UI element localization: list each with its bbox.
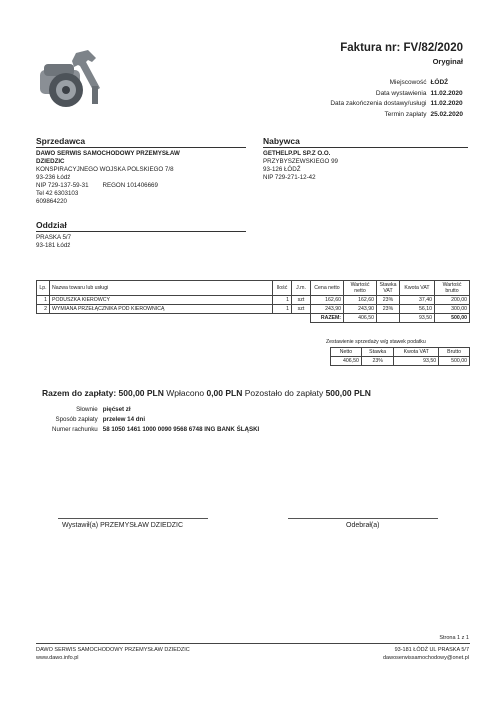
cell-net: 162,60 [344,296,377,305]
cell-price: 243,90 [311,305,344,314]
issuer-name: PRZEMYSŁAW DZIEDZIC [100,522,184,529]
cell-net: 243,90 [344,305,377,314]
summary-header-row [331,348,470,357]
buyer-name: GETHELP.PL SP.Z O.O. [263,150,331,157]
issuer-signature [62,522,183,529]
items-table [36,280,470,323]
detail-row [52,425,259,435]
cell-unit: szt [292,296,311,305]
detail-row [52,415,259,425]
seller-name: DAWO SERWIS SAMOCHODOWY PRZEMYSŁAW [36,150,180,157]
buyer-city: 93-126 ŁÓDŹ [263,166,301,173]
col-header: Cena netto [311,281,344,296]
summary-net: 406,50 [331,357,362,366]
detail-value: przelew 14 dni [102,416,146,423]
meta-value: 11.02.2020 [430,89,463,97]
col-header: Netto [331,348,362,357]
cell-lp: 1 [37,296,50,305]
page-number: Strona 1 z 1 [439,635,469,641]
footer-divider [36,643,470,644]
cell-rate: 23% [377,305,400,314]
payment-details [52,405,259,435]
buyer-address: PRZYBYSZEWSKIEGO 99 [263,158,338,165]
seller-heading: Sprzedawca [36,136,246,148]
receiver-label: Odebrał(a) [346,522,380,529]
col-header: Stawka VAT [377,281,400,296]
table-row [37,305,470,314]
company-logo [36,42,116,114]
cell-qty: 1 [273,305,292,314]
payment-summary [42,388,371,398]
total-vat: 93,50 [400,314,435,323]
original-label: Oryginał [432,57,463,66]
cell-unit: szt [292,305,311,314]
cell-gross: 200,00 [435,296,470,305]
items-header-row [37,281,470,296]
summary-gross: 500,00 [439,357,470,366]
footer-address: 93-181 ŁÓDŹ UL PRASKA 5/7 [394,647,469,653]
seller-tel: Tel 42 6303103 [36,190,79,197]
cell-vat: 37,40 [400,296,435,305]
cell-lp: 2 [37,305,50,314]
branch-heading: Oddział [36,220,246,232]
col-header: Lp. [37,281,50,296]
seller-section [36,136,246,206]
meta-row [330,99,463,110]
buyer-nip: NIP 729-271-12-42 [263,174,316,181]
col-header: Wartość brutto [435,281,470,296]
invoice-title: Faktura nr: FV/82/2020 [340,42,463,54]
cell-qty: 1 [273,296,292,305]
total-net: 406,50 [344,314,377,323]
col-header: Nazwa towaru lub usługi [50,281,273,296]
summary-rate: 23% [361,357,394,366]
receiver-signature-line [288,518,438,519]
meta-value: 11.02.2020 [430,100,463,107]
cell-rate: 23% [377,296,400,305]
footer-right [383,646,469,662]
detail-label: Numer rachunku [52,426,98,433]
col-header: Kwota VAT [394,348,439,357]
meta-label: Miejscowość [389,79,427,86]
detail-value: 58 1050 1461 1000 0090 9568 6748 ING BANK ŚLĄSKI [102,426,260,433]
seller-city: 93-236 Łódź [36,174,71,181]
cell-vat: 56,10 [400,305,435,314]
vat-summary-title: Zestawienie sprzedaży w/g stawek podatku [326,339,426,345]
buyer-heading: Nabywca [263,136,468,148]
total-gross: 500,00 [435,314,470,323]
total-due-value: 500,00 PLN [118,388,164,398]
seller-nip: NIP 729-137-59-31 [36,182,89,189]
col-header: Wartość netto [344,281,377,296]
meta-label: Data zakończenia dostawy/usługi [330,100,427,107]
invoice-meta [330,78,463,120]
col-header: Ilość [273,281,292,296]
paid-value: 0,00 PLN [206,388,243,398]
total-label: RAZEM: [311,314,344,323]
footer-email: dawoserwissamochodowy@onet.pl [383,655,469,661]
branch-city: 93-181 Łódź [36,242,71,249]
detail-label: Słownie [76,406,98,413]
branch-section [36,220,246,250]
footer-left [36,646,190,662]
totals-row [37,314,470,323]
remaining-value: 500,00 PLN [325,388,371,398]
seller-address: KONSPIRACYJNEGO WOJSKA POLSKIEGO 7/8 [36,166,174,173]
detail-label: Sposób zapłaty [55,416,98,423]
remaining-label: Pozostało do zapłaty [244,388,324,398]
total-due-label: Razem do zapłaty: [42,388,117,398]
footer-company: DAWO SERWIS SAMOCHODOWY PRZEMYSŁAW DZIEDZIC [36,647,190,653]
col-header: Brutto [439,348,470,357]
footer-website: www.dawo.info.pl [36,655,79,661]
meta-row [330,78,463,89]
paid-label: Wpłacono [166,388,205,398]
issuer-label: Wystawił(a) [62,522,99,529]
car-wheel-wrench-icon [36,42,116,114]
meta-label: Data wystawienia [375,89,427,97]
table-row [331,357,470,366]
buyer-section [263,136,468,182]
detail-value: pięćset zł [102,406,131,413]
seller-regon: REGON 101406669 [102,182,158,189]
meta-value: 25.02.2020 [430,110,463,118]
vat-summary-table [330,347,470,366]
seller-phone: 609864220 [36,198,67,205]
cell-name: PODUSZKA KIEROWCY [50,296,273,305]
cell-name: WYMIANA PRZEŁĄCZNIKA POD KIEROWNICĄ [50,305,273,314]
detail-row [52,405,259,415]
col-header: Stawka [361,348,394,357]
issuer-signature-line [58,518,208,519]
cell-gross: 300,00 [435,305,470,314]
summary-vat: 93,50 [394,357,439,366]
seller-name-cont: DZIEDZIC [36,158,65,165]
meta-value: ŁÓDŹ [430,79,449,86]
branch-address: PRASKA 5/7 [36,234,72,241]
meta-label: Termin zapłaty [384,110,427,118]
cell-price: 162,60 [311,296,344,305]
col-header: J.m. [292,281,311,296]
table-row [37,296,470,305]
meta-row [330,110,463,121]
col-header: Kwota VAT [400,281,435,296]
meta-row [330,89,463,100]
